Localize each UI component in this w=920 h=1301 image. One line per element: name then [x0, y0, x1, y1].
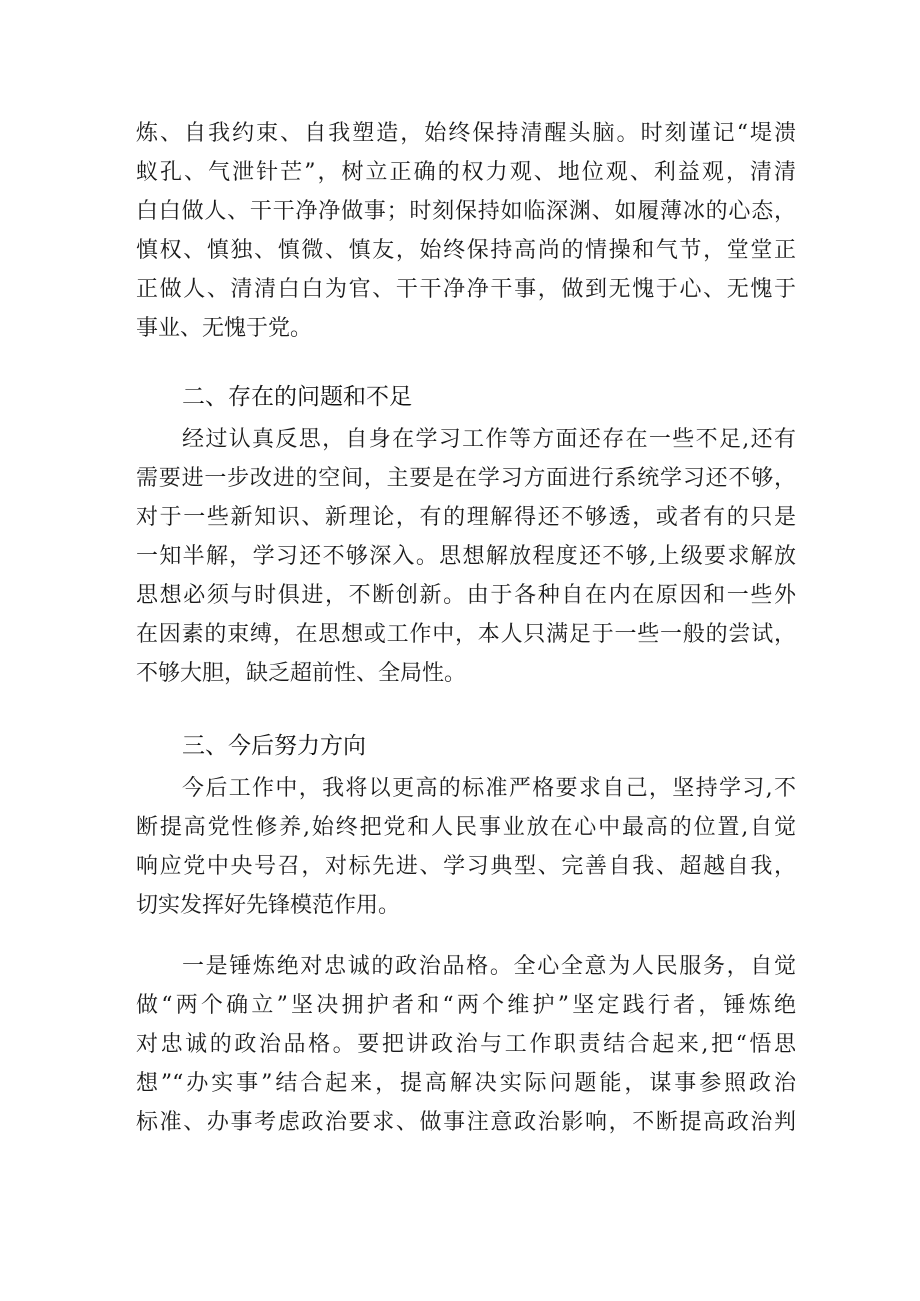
- text-line: 需要进一步改进的空间，主要是在学习方面进行系统学习还不够，: [136, 466, 796, 491]
- text-line: 断提高党性修养,始终把党和人民事业放在心中最高的位置,自觉: [136, 815, 796, 840]
- text-line: 一知半解，学习还不够深入。思想解放程度还不够,上级要求解放: [136, 544, 796, 569]
- text-line: 蚁孔、气泄针芒”，树立正确的权力观、地位观、利益观，清清: [136, 160, 796, 185]
- paragraph-self-discipline: [136, 114, 796, 348]
- text-line: 想”“办实事”结合起来，提高解决实际问题能，谋事参照政治: [136, 1071, 796, 1096]
- section-heading-direction: 三、今后努力方向: [182, 733, 366, 759]
- text-line: 做“两个确立”坚决拥护者和“两个维护”坚定践行者，锤炼绝: [136, 993, 796, 1018]
- paragraph-direction: [136, 769, 796, 925]
- text-line: 白白做人、干干净净做事；时刻保持如临深渊、如履薄冰的心态，: [136, 199, 796, 224]
- text-line: 响应党中央号召，对标先进、学习典型、完善自我、超越自我，: [136, 854, 796, 879]
- section-heading-problems: 二、存在的问题和不足: [182, 384, 412, 410]
- paragraph-political-loyalty: [136, 947, 796, 1142]
- text-line: 炼、自我约束、自我塑造，始终保持清醒头脑。时刻谨记“堤溃: [136, 121, 796, 146]
- text-line: 正做人、清清白白为官、干干净净干事，做到无愧于心、无愧于: [136, 277, 796, 302]
- text-line: 一是锤炼绝对忠诚的政治品格。全心全意为人民服务，自觉: [182, 954, 796, 979]
- text-line: 标准、办事考虑政治要求、做事注意政治影响，不断提高政治判: [136, 1110, 796, 1135]
- text-line: 对于一些新知识、新理论，有的理解得还不够透，或者有的只是: [136, 505, 796, 530]
- text-line: 在因素的束缚，在思想或工作中，本人只满足于一些一般的尝试，: [136, 622, 796, 647]
- text-line: 切实发挥好先锋模范作用。: [136, 893, 401, 918]
- text-line: 经过认真反思，自身在学习工作等方面还存在一些不足,还有: [182, 427, 796, 452]
- text-line: 不够大胆，缺乏超前性、全局性。: [136, 661, 467, 686]
- paragraph-problems: [136, 420, 796, 693]
- text-line: 今后工作中，我将以更高的标准严格要求自己，坚持学习,不: [182, 776, 796, 801]
- text-line: 对忠诚的政治品格。要把讲政治与工作职责结合起来,把“悟思: [136, 1032, 796, 1057]
- text-line: 慎权、慎独、慎微、慎友，始终保持高尚的情操和气节，堂堂正: [136, 238, 796, 263]
- text-line: 思想必须与时俱进，不断创新。由于各种自在内在原因和一些外: [136, 583, 796, 608]
- text-line: 事业、无愧于党。: [136, 316, 313, 341]
